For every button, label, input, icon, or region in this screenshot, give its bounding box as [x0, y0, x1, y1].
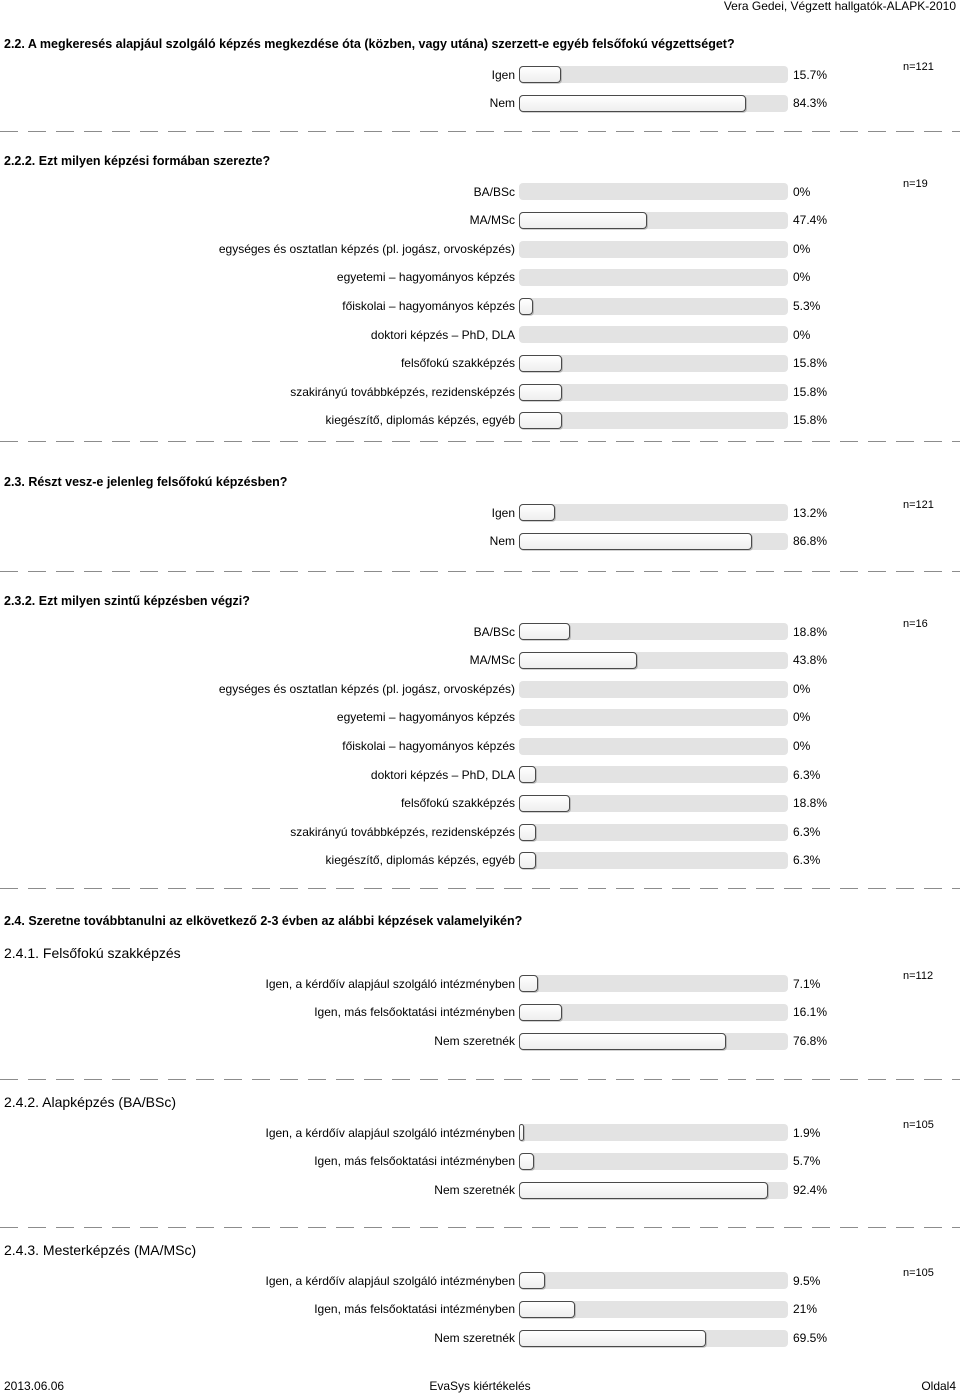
- bar-category-label: BA/BSc: [473, 624, 515, 639]
- n-count-label: n=16: [903, 617, 928, 630]
- bar-row: [0, 178, 960, 207]
- question-2-4-2: [0, 1094, 960, 1204]
- bar-fill: [519, 504, 555, 521]
- bar-value-label: 0%: [793, 241, 811, 256]
- bar-value-label: 18.8%: [793, 796, 828, 811]
- bar-track: [519, 504, 788, 521]
- bar-row: [0, 789, 960, 818]
- bar-category-label: egységes és osztatlan képzés (pl. jogász, orvosképzés): [218, 241, 515, 256]
- bar-fill: [519, 1330, 706, 1347]
- bar-row: [0, 1119, 960, 1148]
- bar-row: [0, 618, 960, 647]
- bar-track: [519, 412, 788, 429]
- bar-track: [519, 1033, 788, 1050]
- bar-row: [0, 646, 960, 675]
- bar-value-label: 0%: [793, 270, 811, 285]
- bar-fill: [519, 852, 536, 869]
- bar-category-label: Igen, a kérdőív alapjául szolgáló intézményben: [265, 976, 515, 991]
- section-divider: [0, 131, 960, 132]
- bar-value-label: 92.4%: [793, 1182, 828, 1197]
- bar-row: [0, 378, 960, 407]
- bar-fill: [519, 66, 561, 83]
- bar-value-label: 15.7%: [793, 67, 828, 82]
- bar-row: [0, 703, 960, 732]
- bar-track: [519, 766, 788, 783]
- bar-track: [519, 1153, 788, 1170]
- bar-track: [519, 795, 788, 812]
- section-divider: [0, 441, 960, 442]
- bar-fill: [519, 412, 562, 429]
- n-count-label: n=105: [903, 1266, 934, 1279]
- bar-row: [0, 1027, 960, 1056]
- bar-row: [0, 89, 960, 118]
- bar-category-label: MA/MSc: [469, 213, 515, 228]
- bar-row: [0, 761, 960, 790]
- bar-chart: [0, 61, 960, 118]
- bar-chart: [0, 178, 960, 435]
- bar-value-label: 86.8%: [793, 534, 828, 549]
- question-2-4: [0, 913, 960, 929]
- bar-category-label: felsőfokú szakképzés: [400, 796, 515, 811]
- bar-fill: [519, 1124, 524, 1141]
- subquestion-title: 2.4.1. Felsőfokú szakképzés: [4, 945, 181, 961]
- bar-track: [519, 95, 788, 112]
- bar-category-label: szakirányú továbbképzés, rezidensképzés: [290, 824, 515, 839]
- question-title: 2.2.2. Ezt milyen képzési formában szerezte?: [4, 154, 271, 168]
- bar-value-label: 43.8%: [793, 653, 828, 668]
- bar-track: [519, 1004, 788, 1021]
- bar-fill: [519, 824, 536, 841]
- section-divider: [0, 571, 960, 572]
- bar-category-label: Nem: [489, 534, 515, 549]
- bar-track: [519, 326, 788, 343]
- bar-row: [0, 1324, 960, 1353]
- bar-fill: [519, 95, 746, 112]
- bar-track: [519, 852, 788, 869]
- n-count-label: n=112: [903, 969, 934, 982]
- bar-fill: [519, 533, 752, 550]
- bar-track: [519, 241, 788, 258]
- bar-row: [0, 1147, 960, 1176]
- bar-track: [519, 709, 788, 726]
- bar-value-label: 0%: [793, 681, 811, 696]
- n-count-label: n=121: [903, 498, 934, 511]
- bar-track: [519, 824, 788, 841]
- bar-category-label: főiskolai – hagyományos képzés: [342, 299, 515, 314]
- bar-value-label: 1.9%: [793, 1125, 821, 1140]
- bar-row: [0, 527, 960, 556]
- bar-row: [0, 406, 960, 435]
- section-divider: [0, 888, 960, 889]
- bar-row: [0, 818, 960, 847]
- bar-track: [519, 1182, 788, 1199]
- bar-track: [519, 681, 788, 698]
- bar-track: [519, 738, 788, 755]
- question-2-3-2: [0, 593, 960, 875]
- question-2-3: [0, 474, 960, 556]
- bar-row: [0, 970, 960, 999]
- bar-value-label: 9.5%: [793, 1273, 821, 1288]
- bar-track: [519, 269, 788, 286]
- bar-value-label: 15.8%: [793, 356, 828, 371]
- bar-category-label: Igen: [491, 505, 515, 520]
- bar-value-label: 0%: [793, 739, 811, 754]
- bar-value-label: 15.8%: [793, 413, 828, 428]
- bar-fill: [519, 1033, 726, 1050]
- bar-track: [519, 298, 788, 315]
- bar-track: [519, 1301, 788, 1318]
- question-2-4-1: [0, 945, 960, 1055]
- footer-page-number: Oldal4: [921, 1379, 956, 1393]
- bar-track: [519, 212, 788, 229]
- bar-fill: [519, 766, 536, 783]
- bar-value-label: 6.3%: [793, 824, 821, 839]
- bar-row: [0, 321, 960, 350]
- question-2-2-2: [0, 153, 960, 435]
- bar-category-label: egyetemi – hagyományos képzés: [336, 710, 515, 725]
- bar-category-label: Igen: [491, 67, 515, 82]
- bar-row: [0, 292, 960, 321]
- bar-fill: [519, 623, 570, 640]
- question-title: 2.3.2. Ezt milyen szintű képzésben végzi?: [4, 594, 250, 608]
- bar-chart: [0, 1119, 960, 1205]
- question-title: 2.3. Részt vesz-e jelenleg felsőfokú képzésben?: [4, 475, 288, 489]
- bar-category-label: Igen, más felsőoktatási intézményben: [314, 1154, 515, 1169]
- bar-category-label: Nem szeretnék: [434, 1330, 515, 1345]
- bar-category-label: egységes és osztatlan képzés (pl. jogász, orvosképzés): [218, 681, 515, 696]
- bar-value-label: 5.7%: [793, 1154, 821, 1169]
- bar-fill: [519, 1182, 768, 1199]
- section-divider: [0, 1227, 960, 1228]
- bar-row: [0, 61, 960, 90]
- question-title: 2.4. Szeretne továbbtanulni az elkövetkező 2-3 évben az alábbi képzések valamelyikén?: [4, 914, 523, 928]
- bar-row: [0, 675, 960, 704]
- bar-category-label: szakirányú továbbképzés, rezidensképzés: [290, 384, 515, 399]
- bar-row: [0, 1267, 960, 1296]
- bar-row: [0, 998, 960, 1027]
- bar-track: [519, 355, 788, 372]
- bar-row: [0, 263, 960, 292]
- bar-value-label: 7.1%: [793, 976, 821, 991]
- n-count-label: n=19: [903, 177, 928, 190]
- bar-row: [0, 1176, 960, 1205]
- bar-value-label: 0%: [793, 184, 811, 199]
- bar-track: [519, 1124, 788, 1141]
- bar-row: [0, 1295, 960, 1324]
- bar-value-label: 16.1%: [793, 1005, 828, 1020]
- bar-value-label: 0%: [793, 327, 811, 342]
- bar-track: [519, 66, 788, 83]
- bar-category-label: Nem: [489, 96, 515, 111]
- bar-track: [519, 1330, 788, 1347]
- bar-fill: [519, 355, 562, 372]
- bar-track: [519, 533, 788, 550]
- bar-value-label: 47.4%: [793, 213, 828, 228]
- bar-track: [519, 623, 788, 640]
- bar-value-label: 5.3%: [793, 299, 821, 314]
- bar-category-label: kiegészítő, diplomás képzés, egyéb: [325, 413, 515, 428]
- bar-track: [519, 384, 788, 401]
- bar-row: [0, 846, 960, 875]
- bar-value-label: 21%: [793, 1302, 818, 1317]
- bar-fill: [519, 1153, 534, 1170]
- bar-category-label: doktori képzés – PhD, DLA: [370, 767, 515, 782]
- question-2-4-3: [0, 1242, 960, 1352]
- bar-category-label: Igen, más felsőoktatási intézményben: [314, 1005, 515, 1020]
- bar-category-label: egyetemi – hagyományos képzés: [336, 270, 515, 285]
- question-2-2: [0, 36, 960, 118]
- bar-fill: [519, 298, 533, 315]
- question-title: 2.2. A megkeresés alapjául szolgáló képzés megkezdése óta (közben, vagy utána) szerzett-e egyéb felsőfokú végzettséget?: [4, 37, 735, 51]
- bar-value-label: 84.3%: [793, 96, 828, 111]
- bar-fill: [519, 975, 538, 992]
- bar-value-label: 6.3%: [793, 767, 821, 782]
- bar-chart: [0, 1267, 960, 1353]
- bar-row: [0, 349, 960, 378]
- bar-category-label: Nem szeretnék: [434, 1182, 515, 1197]
- n-count-label: n=121: [903, 60, 934, 73]
- bar-chart: [0, 499, 960, 556]
- bar-track: [519, 975, 788, 992]
- bar-value-label: 18.8%: [793, 624, 828, 639]
- bar-track: [519, 183, 788, 200]
- bar-track: [519, 1272, 788, 1289]
- bar-category-label: Nem szeretnék: [434, 1033, 515, 1048]
- bar-category-label: doktori képzés – PhD, DLA: [370, 327, 515, 342]
- n-count-label: n=105: [903, 1118, 934, 1131]
- bar-category-label: Igen, a kérdőív alapjául szolgáló intézményben: [265, 1125, 515, 1140]
- bar-chart: [0, 970, 960, 1056]
- bar-value-label: 6.3%: [793, 853, 821, 868]
- footer-app-name: EvaSys kiértékelés: [429, 1379, 531, 1393]
- bar-category-label: főiskolai – hagyományos képzés: [342, 739, 515, 754]
- bar-value-label: 15.8%: [793, 384, 828, 399]
- bar-fill: [519, 212, 647, 229]
- bar-row: [0, 499, 960, 528]
- bar-fill: [519, 1272, 545, 1289]
- bar-category-label: Igen, más felsőoktatási intézményben: [314, 1302, 515, 1317]
- bar-fill: [519, 795, 570, 812]
- bar-row: [0, 732, 960, 761]
- bar-fill: [519, 384, 562, 401]
- footer-date: 2013.06.06: [4, 1379, 65, 1393]
- bar-track: [519, 652, 788, 669]
- page-header: Vera Gedei, Végzett hallgatók-ALAPK-2010: [723, 0, 956, 13]
- bar-value-label: 0%: [793, 710, 811, 725]
- subquestion-title: 2.4.2. Alapképzés (BA/BSc): [4, 1094, 176, 1110]
- bar-value-label: 69.5%: [793, 1330, 828, 1345]
- bar-category-label: BA/BSc: [473, 184, 515, 199]
- bar-category-label: felsőfokú szakképzés: [400, 356, 515, 371]
- subquestion-title: 2.4.3. Mesterképzés (MA/MSc): [4, 1242, 197, 1258]
- bar-fill: [519, 1301, 575, 1318]
- bar-fill: [519, 652, 637, 669]
- bar-value-label: 13.2%: [793, 505, 828, 520]
- bar-chart: [0, 618, 960, 875]
- bar-category-label: kiegészítő, diplomás képzés, egyéb: [325, 853, 515, 868]
- bar-row: [0, 235, 960, 264]
- section-divider: [0, 1079, 960, 1080]
- bar-value-label: 76.8%: [793, 1033, 828, 1048]
- bar-row: [0, 206, 960, 235]
- bar-category-label: MA/MSc: [469, 653, 515, 668]
- bar-fill: [519, 1004, 562, 1021]
- bar-category-label: Igen, a kérdőív alapjául szolgáló intézményben: [265, 1273, 515, 1288]
